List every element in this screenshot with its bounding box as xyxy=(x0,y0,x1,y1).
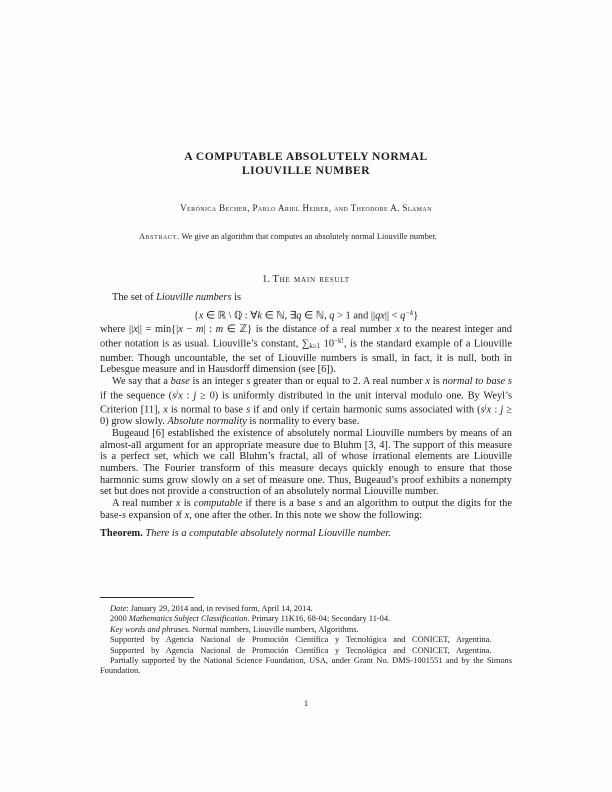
paragraph-bugeaud: Bugeaud [6] established the existence of absolutely normal Liouville numbers by means of an almost-all argument for an appropriate measure due to Bluhm [3, 4]. The support of this measure is a perfect set, which we call Bluhm’s fractal, all of whose irrational elements are Liouville numbers. The Fourier transform of this measure decays quickly enough to ensure that those harmonic sums grow slowly on a set of measure one. Thus, Bugeaud’s proof exhibits a nonempty set but does not provide a construction of an absolutely normal Liouville number. xyxy=(100,427,512,498)
footnote-date: Date: January 29, 2014 and, in revised form, April 14, 2014. xyxy=(110,604,313,613)
title-line-1: A COMPUTABLE ABSOLUTELY NORMAL xyxy=(184,150,428,163)
paragraph-intro: The set of Liouville numbers is xyxy=(112,292,242,303)
section-heading xyxy=(100,274,512,286)
section-number: 1. xyxy=(262,274,270,285)
theorem-text: There is a computable absolutely normal Liouville number. xyxy=(142,528,391,540)
paragraph-where: where ||x|| = min{|x − m| : m ∈ ℤ} is the distance of a real number x to the nearest integer and other notation is as usual. Liouville’s constant, ∑k≥1 $10^{-k!}$, is the standard example of a Liouville number. Though uncountable, the set of Liouville numbers is small, in fact, it is null, both in Lebesgue measure and in Hausdorff dimension (see [6]). xyxy=(100,324,512,376)
footnote-support-3: Partially supported by the National Science Foundation, USA, under Grant No. DMS-1001551 and by the Simons Foundation. xyxy=(100,656,512,676)
section-title: The main result xyxy=(272,274,350,285)
paragraph-computable: A real number x is computable if there is a base s and an algorithm to output the digits for the base-s expansion of x, one after the other. In this note we show the following: xyxy=(100,498,512,521)
authors-line: Verónica Becher, Pablo Ariel Heiber, and Theodore A. Slaman xyxy=(180,203,432,213)
abstract-text: We give an algorithm that computes an absolutely normal Liouville number. xyxy=(179,232,437,241)
paragraph-normality: We say that a base is an integer s greater than or equal to 2. A real number x is normal to base s if the sequence ($s^jx$ : j ≥ 0) is uniformly distributed in the unit interval modulo one. By Weyl’s Criterion [11], x is normal to base s if and only if certain harmonic sums associated with ($s^jx$ : j ≥ 0) grow slowly. Absolute normality is normality to every base. xyxy=(100,375,513,428)
content-column xyxy=(100,150,512,540)
display-formula: {x ∈ ℝ \ ℚ : ∀k ∈ ℕ, ∃q ∈ ℕ, q > 1 and $||qx|| < q^{-k}$} xyxy=(193,308,419,322)
footnote-msc: 2000 Mathematics Subject Classification. Primary 11K16, 68-04; Secondary 11-04. xyxy=(110,614,391,624)
footnote-rule xyxy=(100,597,194,598)
footnote-support-2: Supported by Agencia Nacional de Promoción Científica y Tecnológica and CONICET, Argentina. xyxy=(110,645,492,655)
footnotes-block xyxy=(100,604,512,677)
footnote-keywords: Key words and phrases. Normal numbers, Liouville numbers, Algorithms. xyxy=(110,624,359,634)
page-number: 1 xyxy=(303,698,309,708)
footnote-support-1: Supported by Agencia Nacional de Promoción Científica y Tecnológica and CONICET, Argentina. xyxy=(110,635,492,645)
abstract-label: Abstract. xyxy=(139,232,180,241)
abstract-block xyxy=(130,231,482,242)
theorem-block xyxy=(100,528,512,540)
paper-title xyxy=(100,150,512,178)
theorem-label: Theorem. xyxy=(100,528,143,540)
title-line-2: LIOUVILLE NUMBER xyxy=(241,164,371,177)
